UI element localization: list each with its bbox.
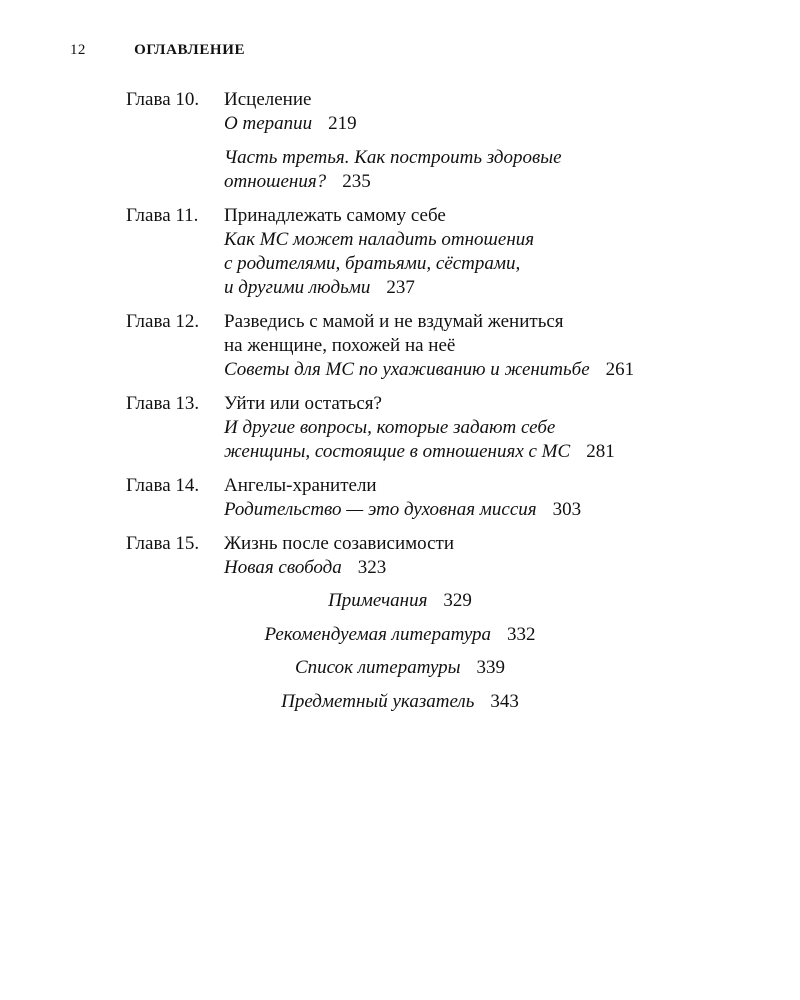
chapter-label: Глава 12.: [126, 311, 200, 332]
chapter-subtitle-line: [224, 440, 726, 464]
chapter-label: Глава 14.: [126, 475, 200, 496]
toc-entry-chapter-14[interactable]: [126, 474, 726, 522]
page-ref: 219: [328, 113, 357, 134]
backmatter-title: Предметный указатель: [281, 690, 475, 712]
chapter-label: Глава 15.: [126, 533, 200, 554]
chapter-title-line: Ангелы-хранители: [224, 475, 377, 496]
page-ref: 281: [586, 441, 615, 462]
toc-entry-notes[interactable]: [0, 589, 800, 613]
chapter-subtitle-line: Как МС может наладить отношения: [224, 229, 535, 250]
toc-entry-subject-index[interactable]: [0, 690, 800, 714]
part-title-line: [224, 170, 726, 194]
chapter-body: [224, 204, 726, 300]
toc-entry-chapter-10[interactable]: [126, 88, 726, 136]
toc-entry-chapter-12[interactable]: [126, 310, 726, 382]
subtitle-text: женщины, состоящие в отношениях с МС: [224, 441, 571, 462]
subtitle-text: и другими людьми: [224, 277, 371, 298]
backmatter-title: Рекомендуемая литература: [264, 623, 492, 645]
chapter-body: [224, 310, 726, 382]
chapter-body: [224, 88, 726, 136]
subtitle-text: Родительство — это духовная миссия: [224, 499, 537, 520]
backmatter-list: [0, 589, 800, 723]
chapter-title-line: Исцеление: [224, 89, 312, 110]
running-head: [70, 42, 245, 59]
chapter-subtitle-line: [224, 358, 726, 382]
table-of-contents: [126, 88, 726, 590]
subtitle-text: Советы для МС по ухаживанию и женитьбе: [224, 359, 590, 380]
page-ref: 303: [552, 499, 582, 520]
chapter-title-line: Жизнь после созависимости: [224, 533, 455, 554]
chapter-subtitle-line: с родителями, братьями, сёстрами,: [224, 253, 521, 274]
chapter-label: Глава 10.: [126, 89, 200, 110]
toc-entry-bibliography[interactable]: [0, 656, 800, 680]
toc-entry-chapter-15[interactable]: [126, 532, 726, 580]
page-ref: 261: [605, 359, 635, 380]
chapter-subtitle-line: [224, 498, 726, 522]
backmatter-title: Список литературы: [294, 657, 461, 678]
chapter-title-line: Разведись с мамой и не вздумай жениться: [224, 311, 564, 332]
page-ref: 329: [443, 590, 472, 611]
page-ref: 323: [357, 557, 387, 578]
section-title: ОГЛАВЛЕНИЕ: [134, 42, 246, 58]
chapter-title-line: Уйти или остаться?: [224, 393, 382, 414]
chapter-label: Глава 11.: [126, 205, 199, 226]
part-title-line: Часть третья. Как построить здоровые: [224, 147, 562, 168]
chapter-label: Глава 13.: [126, 393, 200, 414]
backmatter-title: Примечания: [328, 590, 428, 611]
page-ref: 343: [490, 690, 519, 712]
page-number: 12: [70, 42, 86, 58]
chapter-subtitle-line: [224, 276, 726, 300]
page-ref: 237: [386, 277, 415, 298]
toc-entry-chapter-13[interactable]: [126, 392, 726, 464]
part-title-text: отношения?: [224, 171, 327, 192]
chapter-title-line: Принадлежать самому себе: [224, 205, 446, 226]
toc-entry-recommended-reading[interactable]: [0, 623, 800, 647]
subtitle-text: Новая свобода: [224, 557, 342, 578]
chapter-subtitle-line: [224, 556, 726, 580]
chapter-title-line: на женщине, похожей на неё: [224, 335, 456, 356]
chapter-body: [224, 532, 726, 580]
page-ref: 339: [476, 657, 505, 678]
chapter-subtitle-line: И другие вопросы, которые задают себе: [224, 417, 556, 438]
subtitle-text: О терапии: [224, 113, 313, 134]
chapter-body: [224, 392, 726, 464]
toc-entry-part-3[interactable]: [224, 146, 726, 194]
toc-entry-chapter-11[interactable]: [126, 204, 726, 300]
page-ref: 235: [342, 171, 371, 192]
page-ref: 332: [507, 623, 536, 645]
chapter-body: [224, 474, 726, 522]
chapter-subtitle-line: [224, 112, 726, 136]
